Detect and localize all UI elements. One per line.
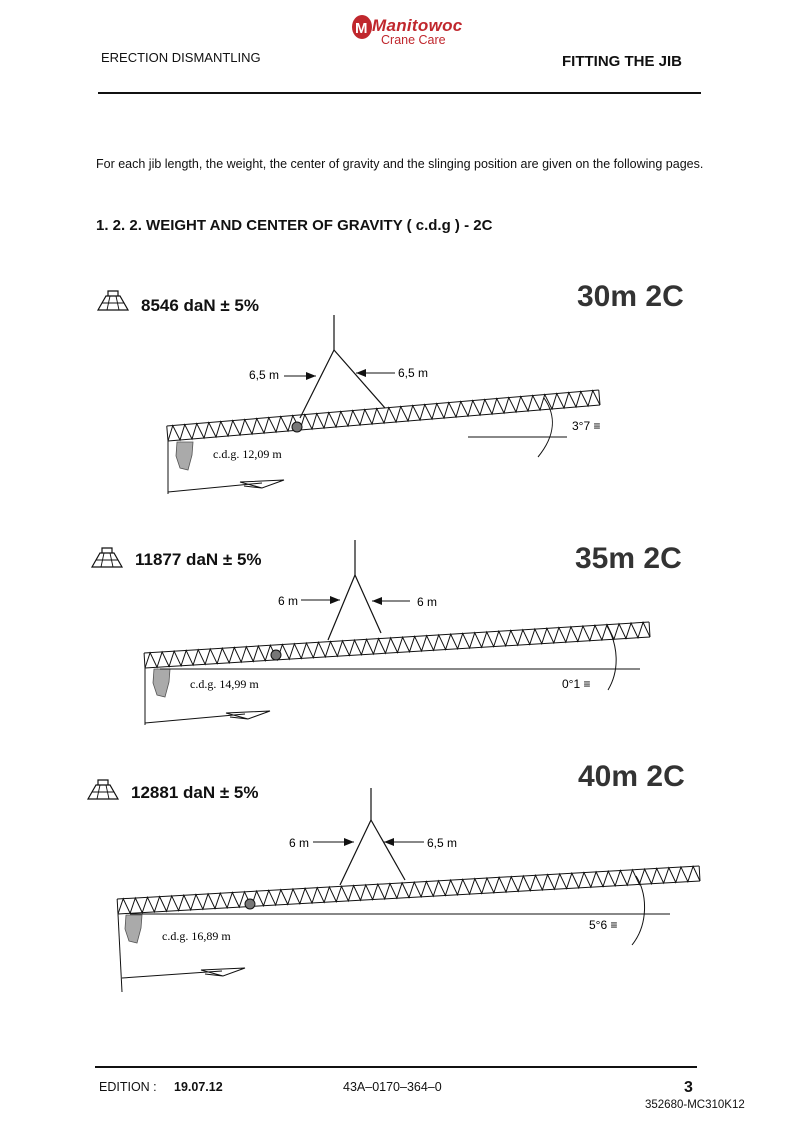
sling-right — [334, 350, 385, 408]
angle-label: 5°6 ≡ — [589, 918, 618, 932]
config-title: 40m 2C — [578, 760, 685, 793]
footer-divider — [95, 1066, 697, 1068]
edition-date: 19.07.12 — [174, 1080, 223, 1094]
document-reference: 352680-MC310K12 — [645, 1099, 745, 1111]
cdg-label: c.d.g. 16,89 m — [162, 929, 231, 943]
weight-label: 8546 daN ± 5% — [141, 296, 260, 315]
sling-left-label: 6 m — [278, 594, 299, 608]
sling-left-label: 6 m — [289, 836, 310, 850]
cdg-marker — [292, 422, 302, 432]
angle-label: 3°7 ≡ — [572, 419, 601, 433]
section-heading: 1. 2. 2. WEIGHT AND CENTER OF GRAVITY ( c.d.g ) - 2C — [96, 217, 493, 234]
sling-right-label: 6,5 m — [427, 836, 458, 850]
header-section-title: ERECTION DISMANTLING — [101, 50, 261, 65]
jib-diagram-35m — [0, 530, 793, 740]
intro-paragraph: For each jib length, the weight, the center of gravity and the slinging position are given on the following pages. — [96, 157, 704, 171]
config-title: 30m 2C — [577, 280, 684, 313]
header-divider — [98, 92, 701, 94]
cdg-label: c.d.g. 14,99 m — [190, 677, 259, 691]
jib-diagram-40m — [0, 780, 793, 995]
angle-label: 0°1 ≡ — [562, 677, 591, 691]
svg-text:M: M — [355, 20, 368, 37]
logo-subtitle: Crane Care — [381, 33, 446, 47]
jib-truss — [144, 622, 650, 668]
jib-diagram-30m — [0, 300, 793, 510]
page-number: 3 — [684, 1079, 693, 1096]
cdg-marker — [271, 650, 281, 660]
edition-label: EDITION : — [99, 1080, 157, 1094]
cdg-label: c.d.g. 12,09 m — [213, 447, 282, 461]
sling-left — [300, 350, 334, 418]
sling-right-label: 6 m — [417, 595, 438, 609]
cdg-marker — [245, 899, 255, 909]
weight-label: 12881 daN ± 5% — [131, 783, 259, 802]
config-title: 35m 2C — [575, 542, 682, 575]
jib-truss — [117, 866, 700, 914]
header-page-title: FITTING THE JIB — [562, 53, 682, 70]
weight-label: 11877 daN ± 5% — [135, 550, 262, 569]
manitowoc-logo-mark — [351, 14, 373, 40]
jib-truss — [167, 390, 600, 441]
doc-number: 43A–0170–364–0 — [343, 1080, 442, 1094]
counter-jib-support — [176, 442, 193, 470]
sling-right-label: 6,5 m — [398, 366, 429, 380]
sling-left-label: 6,5 m — [249, 368, 280, 382]
logo-wordmark: Manitowoc — [372, 16, 463, 35]
